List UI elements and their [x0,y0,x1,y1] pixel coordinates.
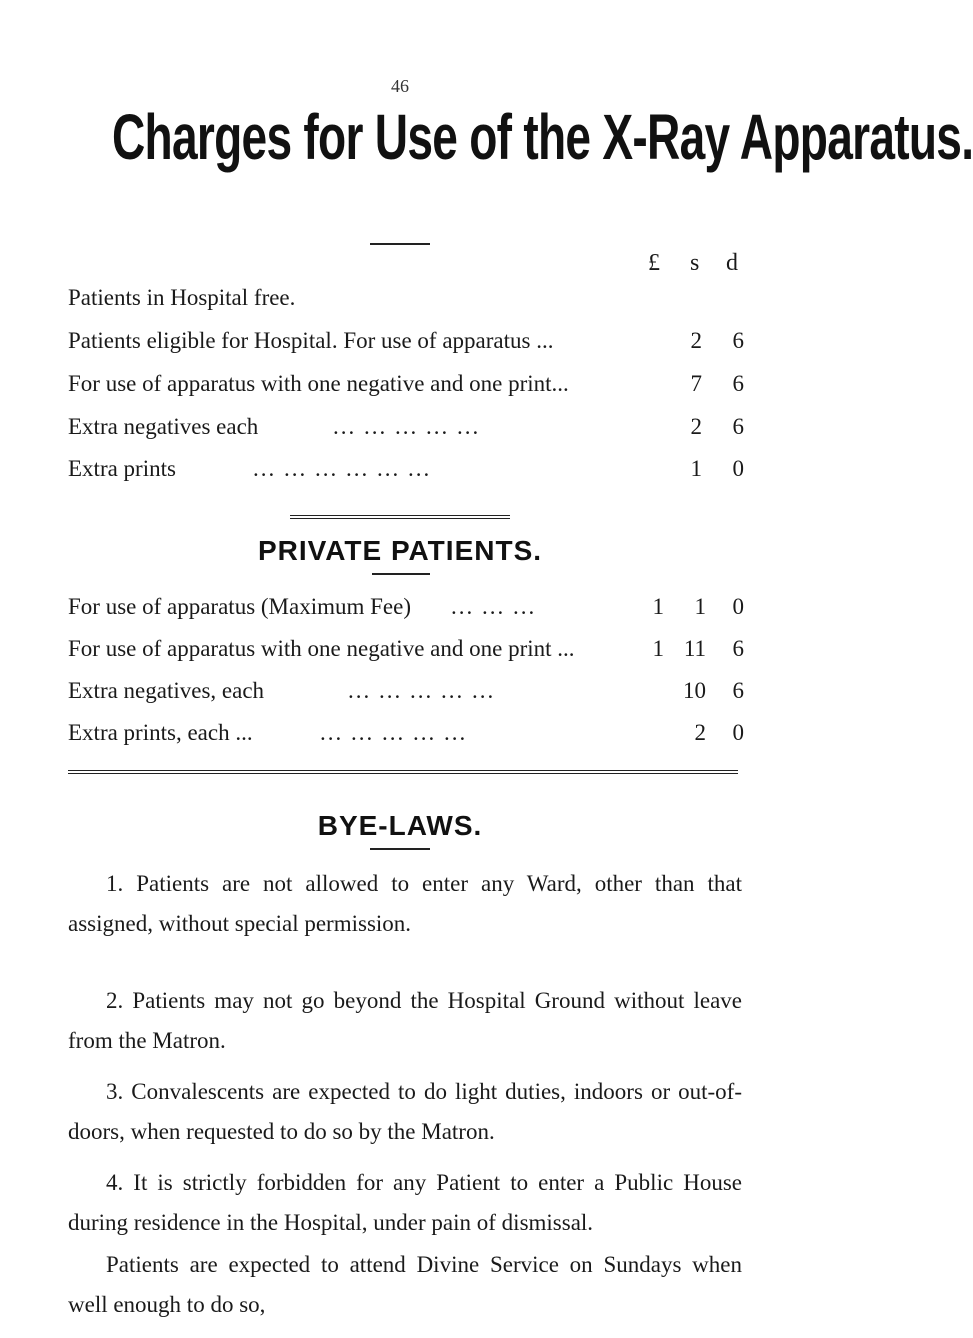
charge-pence: 6 [732,414,744,439]
charge-row [68,285,742,317]
charge-shillings: 11 [683,636,706,661]
section-divider [290,515,510,519]
heading-rule [372,573,430,575]
charge-pence: 6 [732,328,744,353]
charge-label: For use of apparatus (Maximum Fee) [68,594,412,619]
charge-pounds: 1 [652,594,664,619]
charge-shillings: 7 [690,371,702,396]
charge-label: Extra negatives each [68,414,259,439]
charge-pence: 6 [732,678,744,703]
charge-shillings: 2 [690,328,702,353]
pence-header: d [726,250,738,276]
shillings-header: s [690,250,700,276]
private-charge-row [68,720,742,752]
charge-pence: 6 [732,636,744,661]
bye-laws-heading: BYE-LAWS. [317,810,483,841]
charge-label: Patients in Hospital free. [68,285,296,310]
page-title: Charges for Use of the X-Ray Apparatus. [112,101,973,173]
private-charge-row [68,678,742,710]
bye-law-1: 1. Patients are not allowed to enter any Ward, other than that assigned, without special permission. [68,871,742,936]
charge-label: Patients eligible for Hospital. For use of apparatus ... [68,328,554,353]
title-rule [370,243,430,245]
charge-pence: 6 [732,371,744,396]
charge-row [68,414,742,446]
charge-row [68,328,742,360]
heading-rule [370,848,430,850]
private-charge-row [68,636,742,668]
bye-law-2: 2. Patients may not go beyond the Hospital Ground without leave from the Matron. [68,988,742,1053]
charge-shillings: 2 [690,414,702,439]
charge-shillings: 2 [694,720,706,745]
charge-pounds: 1 [652,636,664,661]
charge-shillings: 1 [690,456,702,481]
leader-dots: ... ... ... ... ... [320,720,468,745]
private-patients-heading: PRIVATE PATIENTS. [257,535,543,566]
charge-shillings: 1 [694,594,706,619]
leader-dots: ... ... ... [451,594,537,619]
leader-dots: ... ... ... ... ... [333,414,481,439]
charge-pence: 0 [732,456,744,481]
charge-shillings: 10 [683,678,706,703]
private-charge-row [68,594,742,626]
charge-label: Extra prints [68,456,176,481]
closing-note: Patients are expected to attend Divine Service on Sundays when well enough to do so, [68,1252,742,1317]
charge-pence: 0 [732,720,744,745]
section-divider [68,770,738,774]
bye-law-4: 4. It is strictly forbidden for any Patient to enter a Public House during residence in the Hospital, under pain of dismissal. [68,1170,742,1235]
page-number: 46 [391,76,409,96]
charge-label: Extra negatives, each [68,678,265,703]
charge-row [68,371,742,403]
charge-label: Extra prints, each ... [68,720,253,745]
leader-dots: ... ... ... ... ... ... [253,456,432,481]
pounds-header: £ [648,250,660,276]
charge-label: For use of apparatus with one negative and one print ... [68,636,575,661]
bye-law-3: 3. Convalescents are expected to do light duties, indoors or out-of-doors, when requested to do so by the Matron. [68,1079,742,1144]
charge-row [68,456,742,488]
charge-pence: 0 [732,594,744,619]
charge-label: For use of apparatus with one negative and one print... [68,371,569,396]
leader-dots: ... ... ... ... ... [348,678,496,703]
